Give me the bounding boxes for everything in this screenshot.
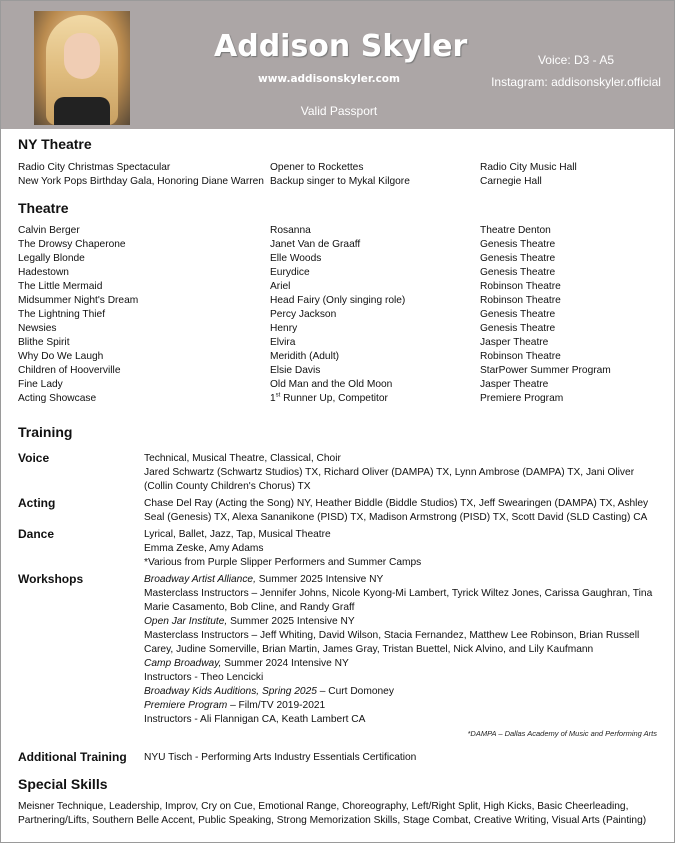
credit-row: [18, 280, 658, 294]
credit-role: Henry: [270, 323, 298, 334]
ny-theatre-heading: NY Theatre: [18, 136, 92, 152]
credit-show: Acting Showcase: [18, 393, 97, 404]
headshot-face: [64, 33, 100, 79]
credit-role: Ariel: [270, 281, 291, 292]
credit-role: Elvira: [270, 337, 296, 348]
additional-training-label: Additional Training: [18, 750, 127, 764]
credit-show: Midsummer Night's Dream: [18, 295, 139, 306]
credit-row: [18, 175, 658, 189]
workshop-name: Broadway Kids Auditions, Spring 2025: [144, 686, 317, 697]
acting-training-label: Acting: [18, 496, 56, 510]
acting-training-details: [144, 497, 659, 525]
workshop-session: Summer 2025 Intensive NY: [227, 616, 355, 627]
credit-show: Children of Hooverville: [18, 365, 121, 376]
dance-training-details: [144, 528, 659, 570]
theatre-list: [18, 224, 658, 406]
workshop-instructors: Masterclass Instructors – Jeff Whiting, David Wilson, Stacia Fernandez, Matthew Lee Robinson, Brian Russell Carey, Judine Somerville, Brian Martin, James Gray, Tristan Buettel, Nick Alvino, and Lily Kaufmann: [144, 630, 640, 655]
credit-role: Eurydice: [270, 267, 310, 278]
dampa-footnote: *DAMPA – Dallas Academy of Music and Performing Arts: [467, 729, 657, 738]
workshop-title: [144, 699, 659, 713]
credit-role: Meridith (Adult): [270, 351, 340, 362]
credit-role: Elle Woods: [270, 253, 322, 264]
credit-role: Percy Jackson: [270, 309, 337, 320]
workshop-session: Summer 2025 Intensive NY: [255, 574, 384, 585]
credit-show: New York Pops Birthday Gala, Honoring Diane Warren: [18, 176, 264, 187]
credit-venue: Genesis Theatre: [480, 309, 556, 320]
credit-show: Why Do We Laugh: [18, 351, 104, 362]
performer-name: Addison Skyler: [214, 29, 468, 64]
workshop-instructors: Masterclass Instructors – Jennifer Johns, Nicole Kyong-Mi Lambert, Tyrick Wiltez Jones, Carissa Gaughran, Tina Marie Casamento, Bob Cline, and Randy Graff: [144, 588, 653, 613]
credit-show: The Drowsy Chaperone: [18, 239, 126, 250]
workshop-session: Summer 2024 Intensive NY: [221, 658, 349, 669]
headshot-clothing: [54, 97, 110, 125]
credit-row: [18, 294, 658, 308]
workshop-title: [144, 685, 659, 699]
credit-venue: Radio City Music Hall: [480, 162, 577, 173]
workshop-title: [144, 615, 659, 629]
runner-up-number: 1: [270, 393, 276, 404]
workshop-instructors: Instructors - Ali Flannigan CA, Keath Lambert CA: [144, 714, 366, 725]
credit-role: Head Fairy (Only singing role): [270, 295, 406, 306]
credit-venue: Jasper Theatre: [480, 337, 549, 348]
credit-row: [18, 364, 658, 378]
credit-row: [18, 350, 658, 364]
special-skills-text: Meisner Technique, Leadership, Improv, Cry on Cue, Emotional Range, Choreography, Left/Right Split, High Kicks, Basic Cheerleading, Partnering/Lifts, Southern Belle Accent, Public Speaking, Strong Memorization Skills, Stage Combat, Creative Writing, Visual Arts (Painting): [18, 801, 647, 826]
credit-row: [18, 392, 658, 406]
runner-up-ordinal: st: [275, 392, 281, 399]
workshop-session: – Curt Domoney: [316, 686, 394, 697]
training-line: NYU Tisch - Performing Arts Industry Essentials Certification: [144, 752, 417, 763]
credit-role: Old Man and the Old Moon: [270, 379, 393, 390]
training-line: Technical, Musical Theatre, Classical, Choir: [144, 453, 341, 464]
credit-row: [18, 224, 658, 238]
training-line: Emma Zeske, Amy Adams: [144, 543, 264, 554]
credit-role: Opener to Rockettes: [270, 162, 364, 173]
training-line: Chase Del Ray (Acting the Song) NY, Heather Biddle (Biddle Studios) TX, Jeff Swearingen (DAMPA) TX, Ashley Seal (Genesis) TX, Alexa Sananikone (PISD) TX, Madison Armstrong (PISD) TX, Scott David (SLD Casting) CA: [144, 498, 649, 523]
training-line: *Various from Purple Slipper Performers and Summer Camps: [144, 557, 422, 568]
workshop-title: [144, 573, 659, 587]
headshot-photo: [34, 11, 130, 125]
passport-note: Valid Passport: [300, 104, 378, 118]
credit-venue: Genesis Theatre: [480, 323, 556, 334]
resume-header: [1, 1, 674, 129]
credit-venue: Premiere Program: [480, 393, 564, 404]
credit-show: Legally Blonde: [18, 253, 85, 264]
runner-up-text: Runner Up, Competitor: [280, 393, 388, 404]
workshop-session: – Film/TV 2019-2021: [227, 700, 326, 711]
credit-row: [18, 336, 658, 350]
credit-role: Janet Van de Graaff: [270, 239, 361, 250]
credit-venue: Robinson Theatre: [480, 295, 561, 306]
workshop-name: Open Jar Institute,: [144, 616, 228, 627]
credit-venue: Jasper Theatre: [480, 379, 549, 390]
credit-row: [18, 161, 658, 175]
credit-venue: Theatre Denton: [480, 225, 551, 236]
credit-show: Hadestown: [18, 267, 69, 278]
credit-show: Radio City Christmas Spectacular: [18, 162, 171, 173]
credit-show: Newsies: [18, 323, 57, 334]
credit-show: Fine Lady: [18, 379, 63, 390]
workshops-details: [144, 573, 659, 727]
workshop-name: Broadway Artist Alliance,: [144, 574, 256, 585]
workshop-name: Camp Broadway,: [144, 658, 222, 669]
credit-role: Backup singer to Mykal Kilgore: [270, 176, 410, 187]
credit-show: The Lightning Thief: [18, 309, 106, 320]
credit-row: [18, 378, 658, 392]
instagram-handle: Instagram: addisonskyler.official: [491, 75, 661, 89]
special-skills-heading: Special Skills: [18, 776, 108, 792]
website-link[interactable]: www.addisonskyler.com: [258, 73, 400, 85]
credit-role: Elsie Davis: [270, 365, 321, 376]
credit-show: The Little Mermaid: [18, 281, 103, 292]
dance-training-label: Dance: [18, 527, 55, 541]
training-line: Jared Schwartz (Schwartz Studios) TX, Richard Oliver (DAMPA) TX, Lynn Ambrose (DAMPA) TX, Jani Oliver (Collin County Children's Chorus) TX: [144, 467, 635, 492]
credit-venue: Carnegie Hall: [480, 176, 542, 187]
additional-training-details: [144, 751, 659, 765]
training-heading: Training: [18, 424, 73, 440]
voice-range: Voice: D3 - A5: [537, 53, 615, 67]
credit-role: [270, 392, 388, 406]
credit-venue: Robinson Theatre: [480, 281, 561, 292]
credit-row: [18, 308, 658, 322]
credit-row: [18, 322, 658, 336]
credit-row: [18, 238, 658, 252]
training-line: Lyrical, Ballet, Jazz, Tap, Musical Theatre: [144, 529, 331, 540]
workshop-title: [144, 657, 659, 671]
theatre-heading: Theatre: [18, 200, 69, 216]
voice-training-label: Voice: [18, 451, 50, 465]
credit-row: [18, 266, 658, 280]
credit-show: Calvin Berger: [18, 225, 80, 236]
credit-role: Rosanna: [270, 225, 311, 236]
credit-venue: StarPower Summer Program: [480, 365, 611, 376]
credit-row: [18, 252, 658, 266]
credit-venue: Robinson Theatre: [480, 351, 561, 362]
credit-venue: Genesis Theatre: [480, 253, 556, 264]
voice-training-details: [144, 452, 659, 494]
ny-theatre-list: [18, 161, 658, 189]
workshop-name: Premiere Program: [144, 700, 228, 711]
credit-venue: Genesis Theatre: [480, 267, 556, 278]
workshops-label: Workshops: [18, 572, 84, 586]
credit-venue: Genesis Theatre: [480, 239, 556, 250]
credit-show: Blithe Spirit: [18, 337, 70, 348]
workshop-instructors: Instructors - Theo Lencicki: [144, 672, 264, 683]
